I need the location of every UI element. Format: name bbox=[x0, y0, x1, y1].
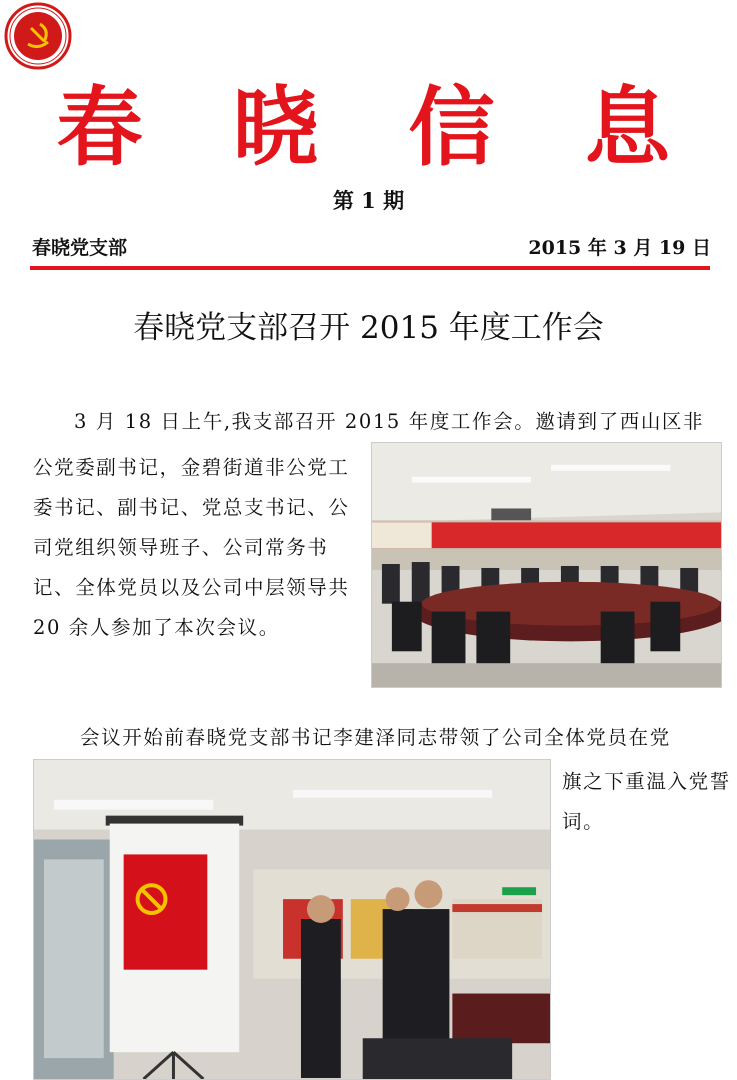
paragraph-1-body: 公党委副书记，金碧街道非公党工委书记、副书记、党总支书记、公司党组织领导班子、公司常务书记、全体党员以及公司中层领导共 20 余人参加了本次会议。 bbox=[33, 456, 350, 639]
issue-number: 第 1 期 bbox=[332, 188, 405, 213]
article-headline: 春晓党支部召开 2015 年度工作会 bbox=[133, 310, 604, 346]
svg-text:· · · ·: · · · · bbox=[32, 57, 44, 63]
oath-ceremony-photo bbox=[33, 759, 551, 1080]
paragraph-1-first-line: 3 月 18 日上午,我支部召开 2015 年度工作会。邀请到了西山区非 bbox=[74, 410, 705, 433]
masthead-title: 春 晓 信 息 bbox=[56, 77, 701, 178]
red-divider bbox=[30, 266, 710, 270]
branch-name: 春晓党支部 bbox=[32, 237, 128, 259]
issue-date: 2015 年 3 月 19 日 bbox=[528, 237, 711, 259]
paragraph-2-body: 旗之下重温入党誓词。 bbox=[562, 770, 731, 833]
meeting-photo bbox=[371, 442, 722, 688]
party-emblem-logo bbox=[4, 2, 72, 70]
paragraph-2-first-line: 会议开始前春晓党支部书记李建泽同志带领了公司全体党员在党 bbox=[80, 726, 671, 749]
